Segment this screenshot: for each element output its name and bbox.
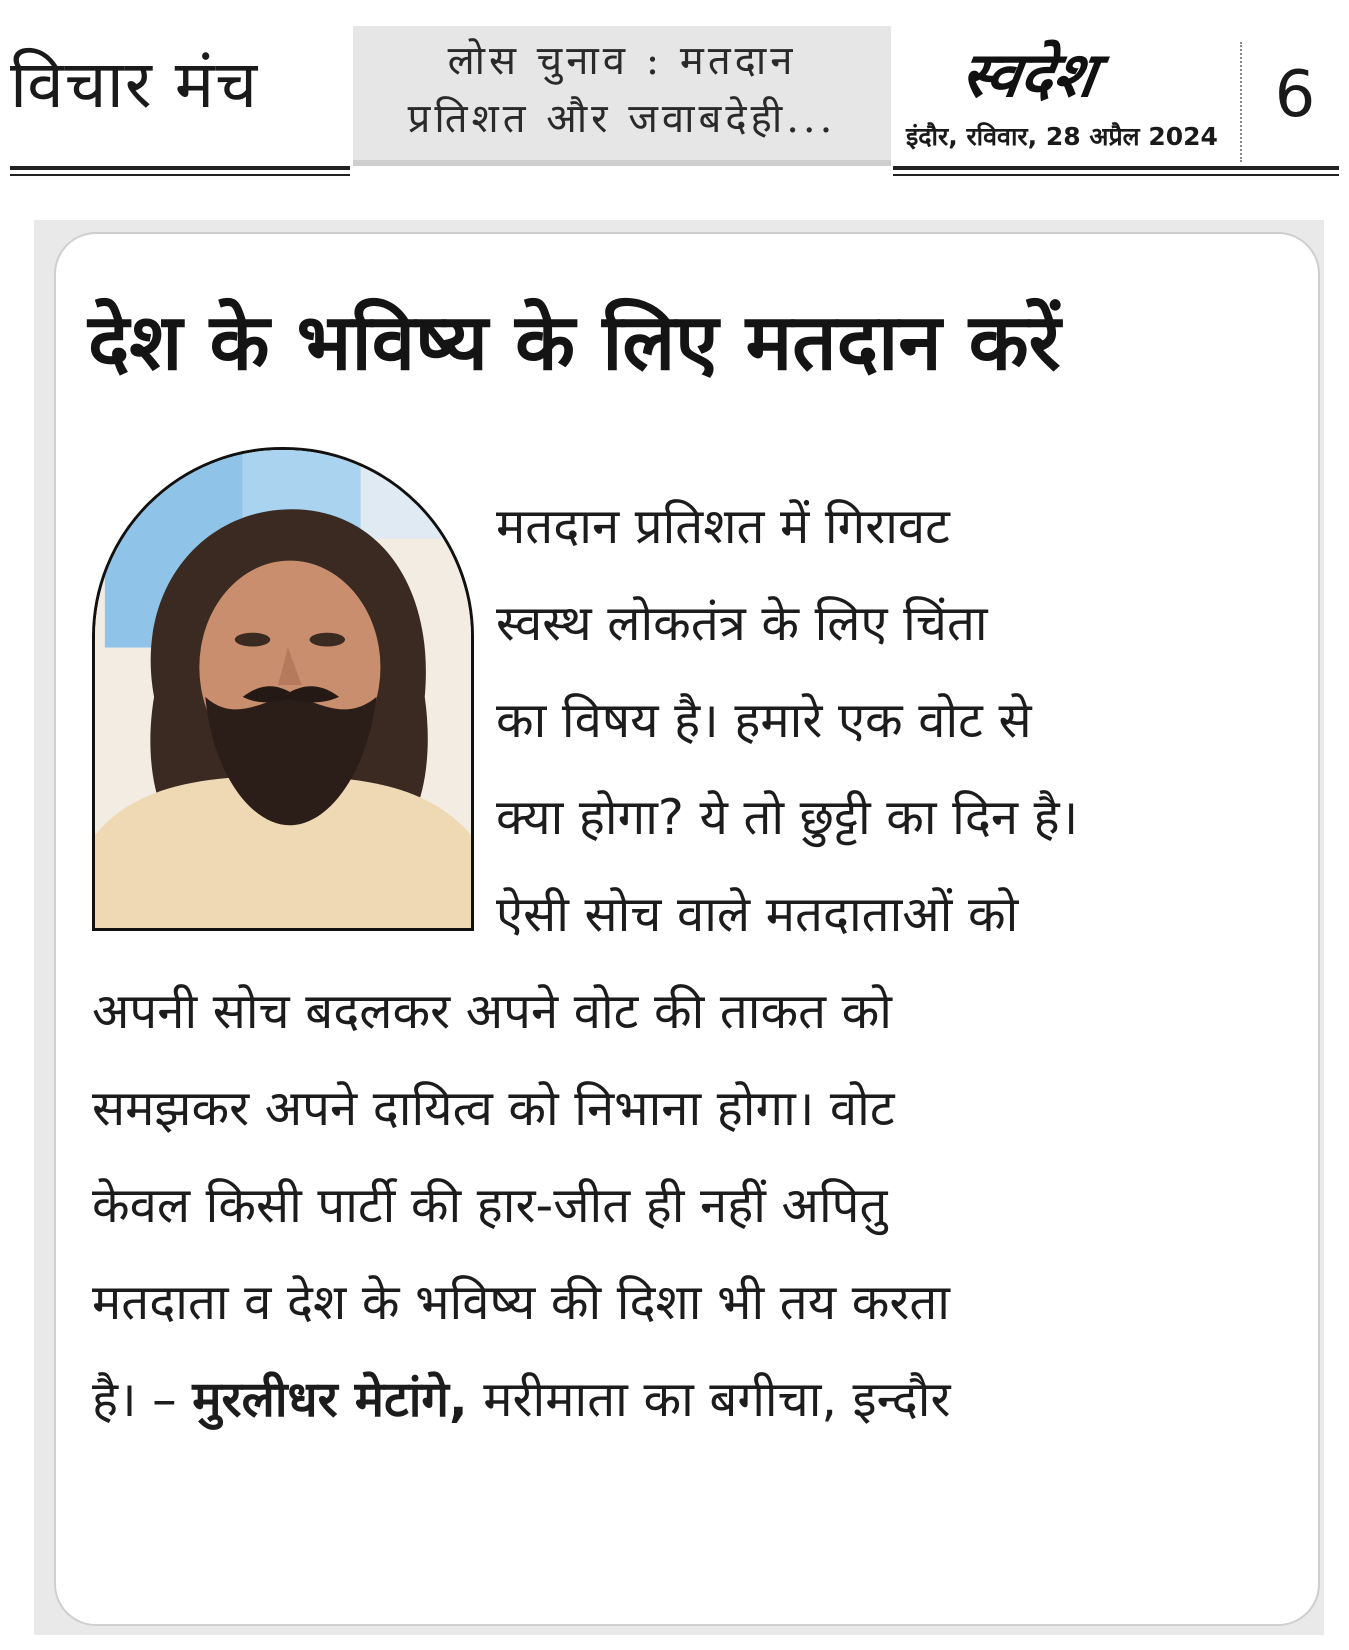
header-rule-left-thin	[10, 174, 350, 176]
page-number: 6	[1274, 58, 1316, 132]
author-name: मुरलीधर मेटांगे,	[192, 1371, 468, 1428]
page-header	[0, 0, 1349, 185]
header-rule-right-thin	[893, 174, 1339, 176]
header-divider	[1240, 42, 1242, 162]
body-line-3: का विषय है। हमारे एक वोट से	[496, 692, 1032, 749]
author-location: मरीमाता का बगीचा, इन्दौर	[467, 1371, 951, 1428]
body-signoff-line	[92, 1351, 951, 1448]
body-line-7: समझकर अपने दायित्व को निभाना होगा। वोट	[92, 1080, 895, 1137]
featured-headline-box	[353, 26, 891, 166]
body-line-2: स्वस्थ लोकतंत्र के लिए चिंता	[496, 595, 988, 652]
body-line-9: मतदाता व देश के भविष्य की दिशा भी तय करता	[92, 1274, 950, 1331]
article-title: देश के भविष्य के लिए मतदान करें	[88, 298, 1061, 388]
body-line-6: अपनी सोच बदलकर अपने वोट की ताकत को	[92, 983, 892, 1040]
header-rule-left	[10, 166, 350, 170]
header-rule-right	[893, 166, 1339, 170]
newspaper-logo: स्वदेश	[956, 38, 1101, 111]
featured-headline-line1: लोस चुनाव : मतदान	[447, 38, 797, 84]
body-line-5: ऐसी सोच वाले मतदाताओं को	[496, 886, 1019, 943]
body-line-1: मतदान प्रतिशत में गिरावट	[496, 498, 950, 555]
dateline: इंदौर, रविवार, 28 अप्रैल 2024	[906, 122, 1218, 151]
article-body	[92, 478, 1332, 1578]
body-line-4: क्या होगा? ये तो छुट्टी का दिन है।	[496, 789, 1079, 846]
signoff-prefix: है। –	[92, 1371, 193, 1428]
featured-headline-line2: प्रतिशत और जवाबदेही...	[407, 96, 837, 142]
masthead	[902, 38, 1218, 160]
section-name: विचार मंच	[10, 46, 259, 123]
body-line-8: केवल किसी पार्टी की हार-जीत ही नहीं अपितु	[92, 1177, 888, 1234]
